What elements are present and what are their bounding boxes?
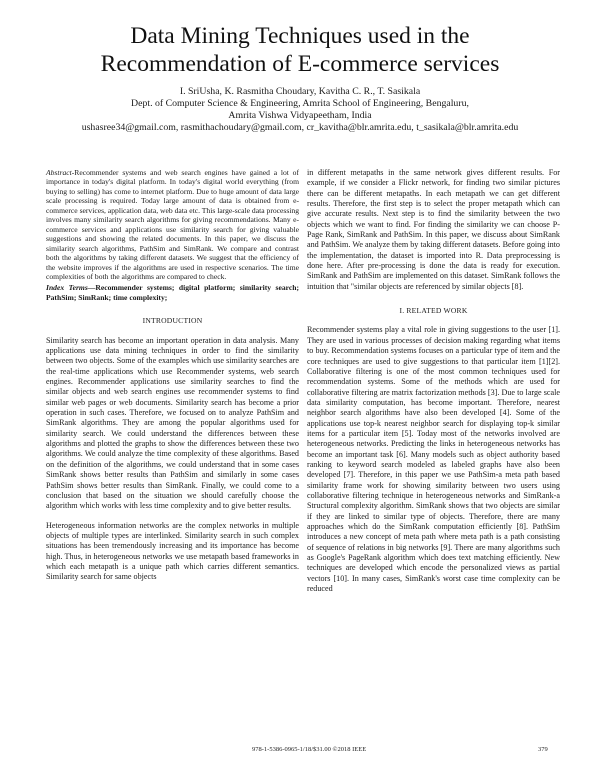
affiliation-line-2: Amrita Vishwa Vidyapeetham, India — [228, 110, 372, 121]
title-line-1: Data Mining Techniques used in the — [130, 23, 470, 49]
author-block — [40, 86, 560, 134]
related-work-paragraph: Recommender systems play a vital role in giving suggestions to the user [1]. They are used in various processes of decision making regarding what items to buy. Recommendation systems focuses on a particular type of item and the core techniques are used to give suggestions to that particular item [1][2]. Collaborative filtering is one of the most common techniques used for recommendation systems. Some of the methods which are used for collaborative filtering are matrix factorization methods [3]. Due to large scale data similarity computation, has become important. Therefore, nearest neighbor search algorithms have also been developed [4]. Some of the applications use top-k nearest neighbor search for displaying top-k similar items for a particular item [5]. Today most of the networks involved are heterogeneous networks. Predicting the links in heterogeneous networks has become an important task [6]. Many models such as object authority based ranking to keyword search modeled as labeled graphs have also been developed [7]. Therefore, in this paper we use PathSim-a meta path based similarity frame work for showing similarity between two users using collaborative filtering technique in heterogeneous networks and SimRank-a Structural complexity algorithm. SimRank shows that two objects are similar if they are linked to similar type of objects. Therefore, there are many approaches which do the SimRank computation efficiently [8]. PathSim introduces a new concept of meta path where meta path is a path consisting of sequence of relations in big networks [9]. There are many algorithms such as Google's PageRank algorithm which does text matching efficiently. New techniques are developed which encode the personalized views as partial vectors [10]. In many cases, SimRank's worst case time complexity can be reduced — [307, 325, 560, 594]
title-line-2: Recommendation of E-commerce services — [100, 51, 500, 77]
footer-copyright: 978-1-5386-0965-1/18/$31.00 ©2018 IEEE — [252, 746, 367, 753]
abstract-text: Recommender systems and web search engines have gained a lot of importance in today's digital platform. In today's digital world everything (from buying to selling) has come to internet platform. Due to huge amount of data large scale processing is required. Today large amount of data is obtained from e-commerce services, application data, web data etc. This large-scale data processing involves many similarity search algorithms for giving recommendations. Many e-commerce services and applications use similarity search for giving valuable suggestions and showing the related documents. In this paper, we discuss the similarity search algorithms, PathSim and SimRank. We compare and contrast both the algorithms by taking different datasets. We suggest that the efficiency of the website improves if the algorithms are used in respective scenarios. The time complexities of both the algorithms are compared to check. — [46, 168, 299, 281]
author-names: I. SriUsha, K. Rasmitha Choudary, Kavitha C. R., T. Sasikala — [179, 86, 421, 97]
index-terms — [46, 283, 299, 302]
paper-title — [40, 22, 560, 78]
intro-paragraph-3: in different metapaths in the same network gives different results. For example, if we consider a Flickr network, for finding two similar pictures there can be different metapaths. In each metapath we can get different results. Therefore, the first step is to select the proper metapath which can give accurate results. Next step is to find the similarity between the two objects which we want to find. For finding the similarity we can choose P-Page Rank, SimRank and PathSim. In this paper, we discuss about SimRank and PathSim. We analyze them by taking different datasets. Before going into the implementation, the dataset is imported into R. Data preprocessing is done here. After pre-processing is done the data is ready for execution. SimRank and PathSim are implemented on this dataset. SimRank follows the intuition that "similar objects are referenced by similar objects [8]. — [307, 168, 560, 291]
abstract-label: Abstract- — [46, 168, 75, 177]
index-terms-text: —Recommender systems; digital platform; similarity search; PathSim; SimRank; time complexity; — [46, 283, 299, 302]
section-heading-introduction: INTRODUCTION — [142, 316, 203, 326]
left-column — [46, 168, 299, 583]
intro-paragraph-1: Similarity search has become an important operation in data analysis. Many applications use data mining techniques in order to find the similarity between two objects. Some of the examples which use similarity searches are the real-time applications which use Recommender systems, web search engines. Recommender applications use similarity searches to find the similar objects and web search engines use recommender systems to find similar web pages or web documents. Similarity search has become a prior operation in such cases. Therefore, we focused on to analyze PathSim and SimRank algorithms. They are among the popular algorithms used for similarity search. We could understand the differences between these algorithms and plotted the graphs to show the differences between these two algorithms. We could analyze the time complexity of these algorithms. Based on the definition of the algorithms, we could understand that in some cases SimRank shows better results than PathSim and similarly in some cases PathSim shows better results than SimRank. Finally, we could come to a conclusion that based on the situation we should carefully choose the algorithm which works with less time complexity and to give better results. — [46, 335, 299, 511]
intro-paragraph-2: Heterogeneous information networks are the complex networks in multiple objects of multiple types are interlinked. Similarity search in such complex situations has been tremendously increasing and its importance has become high. Thus, in heterogeneous networks we use metapath based frameworks in which each metapath is a unique path which carries different semantics. Similarity search for same objects — [46, 520, 299, 582]
author-emails: ushasree34@gmail.com, rasmithachoudary@gmail.com, cr_kavitha@blr.amrita.edu, t_sasikala@blr.amrita.edu — [81, 122, 519, 133]
section-heading-related-work: I. RELATED WORK — [399, 306, 468, 316]
page-number: 379 — [538, 746, 548, 753]
affiliation-line-1: Dept. of Computer Science & Engineering, Amrita School of Engineering, Bengaluru, — [131, 98, 469, 109]
right-column — [307, 168, 560, 594]
index-terms-label: Index Terms — [46, 283, 88, 293]
abstract — [46, 168, 299, 281]
